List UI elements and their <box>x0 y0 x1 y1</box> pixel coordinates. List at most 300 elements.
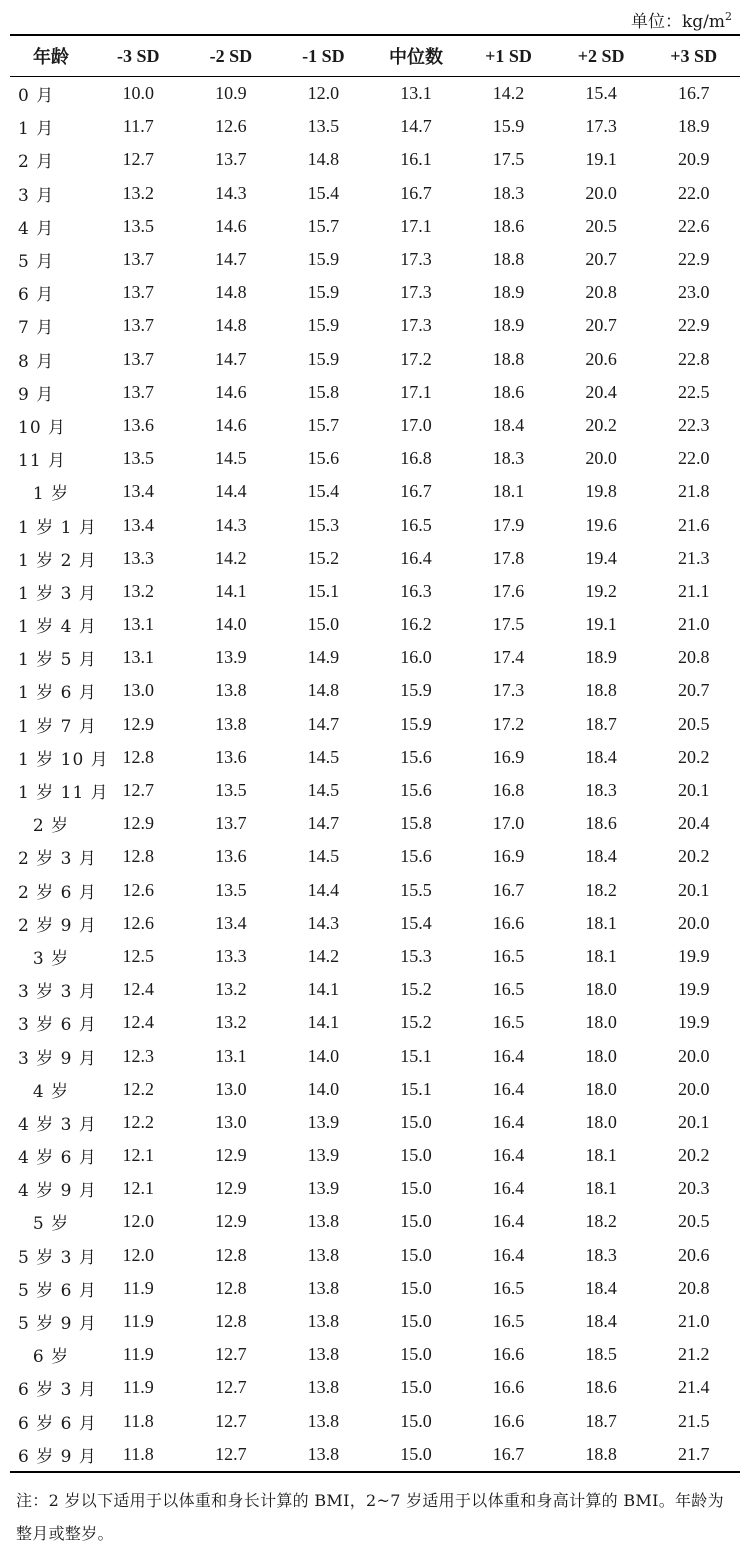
cell-plus-3sd: 21.2 <box>677 1344 710 1365</box>
cell-median: 16.7 <box>400 182 432 203</box>
cell-age: 6 岁 6 月 <box>18 1413 97 1434</box>
table-row <box>10 575 740 608</box>
cell-minus-3sd: 12.0 <box>122 1211 155 1232</box>
cell-plus-2sd: 18.0 <box>585 1012 617 1033</box>
cell-minus-2sd: 14.7 <box>215 249 247 270</box>
cell-plus-2sd: 20.0 <box>585 448 617 469</box>
cell-age: 3 岁 6 月 <box>18 1015 97 1036</box>
cell-age: 1 岁 3 月 <box>18 583 97 604</box>
table-body <box>10 77 740 1472</box>
cell-minus-1sd: 14.1 <box>307 979 340 1000</box>
cell-minus-2sd: 13.5 <box>215 780 247 801</box>
cell-minus-2sd: 13.6 <box>215 746 247 767</box>
table-row <box>10 907 740 940</box>
cell-minus-2sd: 13.0 <box>215 1078 247 1099</box>
cell-plus-2sd: 20.8 <box>585 282 617 303</box>
cell-plus-1sd: 16.5 <box>492 979 525 1000</box>
cell-plus-1sd: 16.6 <box>492 1377 525 1398</box>
cell-minus-3sd: 12.5 <box>122 945 155 966</box>
cell-median: 15.6 <box>400 846 432 867</box>
cell-plus-1sd: 18.6 <box>492 215 525 236</box>
cell-plus-2sd: 18.2 <box>585 879 617 900</box>
cell-plus-2sd: 19.1 <box>585 149 617 170</box>
table-row <box>10 442 740 475</box>
cell-median: 16.8 <box>400 448 432 469</box>
cell-plus-2sd: 19.4 <box>585 547 617 568</box>
cell-median: 15.6 <box>400 780 432 801</box>
cell-plus-3sd: 20.0 <box>677 912 710 933</box>
table-row <box>10 110 740 143</box>
cell-plus-3sd: 20.3 <box>677 1178 710 1199</box>
cell-age: 5 岁 6 月 <box>18 1280 97 1301</box>
cell-minus-1sd: 14.0 <box>307 1078 340 1099</box>
cell-minus-3sd: 12.1 <box>122 1178 155 1199</box>
cell-plus-2sd: 17.3 <box>585 116 617 137</box>
cell-minus-3sd: 12.2 <box>122 1111 155 1132</box>
cell-plus-2sd: 20.2 <box>585 414 617 435</box>
table-row <box>10 608 740 641</box>
cell-plus-2sd: 20.0 <box>585 182 617 203</box>
table-row <box>10 1006 740 1039</box>
cell-minus-3sd: 13.4 <box>122 514 155 535</box>
cell-plus-3sd: 20.5 <box>677 713 710 734</box>
cell-age: 9 月 <box>18 384 55 405</box>
cell-plus-1sd: 18.9 <box>492 282 525 303</box>
cell-minus-3sd: 13.5 <box>122 215 155 236</box>
cell-age: 4 岁 3 月 <box>18 1114 97 1135</box>
cell-age: 1 岁 1 月 <box>18 517 97 538</box>
cell-minus-3sd: 13.6 <box>122 414 155 435</box>
cell-minus-2sd: 12.7 <box>185 1438 278 1472</box>
cell-plus-3sd: 23.0 <box>677 282 710 303</box>
cell-plus-1sd: 16.4 <box>492 1045 525 1066</box>
cell-median: 15.2 <box>400 1012 432 1033</box>
cell-plus-3sd: 21.4 <box>677 1377 710 1398</box>
cell-median: 14.7 <box>400 116 432 137</box>
cell-median: 17.3 <box>400 315 432 336</box>
cell-minus-2sd: 12.9 <box>215 1211 247 1232</box>
cell-minus-2sd: 14.7 <box>215 348 247 369</box>
cell-minus-1sd: 15.4 <box>307 481 340 502</box>
cell-plus-2sd: 18.0 <box>585 1045 617 1066</box>
table-row <box>10 840 740 873</box>
cell-plus-2sd: 18.8 <box>555 1438 648 1472</box>
cell-plus-3sd: 21.3 <box>677 547 710 568</box>
footnote: 注：2 岁以下适用于以体重和身长计算的 BMI，2~7 岁适用于以体重和身高计算的 BMI。年龄为整月或整岁。 <box>16 1491 724 1543</box>
cell-minus-2sd: 14.4 <box>215 481 247 502</box>
cell-minus-1sd: 13.8 <box>307 1410 340 1431</box>
cell-plus-1sd: 18.8 <box>492 249 525 270</box>
cell-minus-3sd: 13.7 <box>122 381 155 402</box>
header-median: 中位数 <box>370 35 463 77</box>
cell-age: 3 岁 9 月 <box>18 1048 97 1069</box>
table-row <box>10 1405 740 1438</box>
cell-plus-3sd: 19.9 <box>677 979 710 1000</box>
cell-plus-1sd: 18.3 <box>492 182 525 203</box>
cell-median: 17.2 <box>400 348 432 369</box>
unit-superscript: 2 <box>725 10 732 23</box>
table-row <box>10 940 740 973</box>
cell-plus-3sd: 21.5 <box>677 1410 710 1431</box>
cell-median: 15.8 <box>400 813 432 834</box>
cell-plus-2sd: 18.2 <box>585 1211 617 1232</box>
table-row <box>10 143 740 176</box>
cell-plus-1sd: 16.5 <box>492 1277 525 1298</box>
cell-median: 15.0 <box>400 1344 432 1365</box>
cell-minus-3sd: 13.2 <box>122 580 155 601</box>
cell-minus-2sd: 13.9 <box>215 647 247 668</box>
cell-plus-2sd: 18.6 <box>585 813 617 834</box>
cell-plus-3sd: 20.1 <box>677 1111 710 1132</box>
cell-minus-2sd: 12.7 <box>215 1344 247 1365</box>
table-row <box>10 641 740 674</box>
cell-median: 13.1 <box>400 83 432 104</box>
cell-plus-1sd: 17.3 <box>492 680 525 701</box>
cell-age: 2 月 <box>18 152 55 173</box>
cell-plus-3sd: 22.0 <box>677 182 710 203</box>
cell-plus-3sd: 20.0 <box>677 1078 710 1099</box>
cell-age: 1 岁 7 月 <box>18 716 97 737</box>
cell-plus-1sd: 15.9 <box>492 116 525 137</box>
cell-plus-2sd: 18.6 <box>585 1377 617 1398</box>
cell-plus-3sd: 22.8 <box>677 348 710 369</box>
cell-plus-1sd: 16.6 <box>492 1410 525 1431</box>
cell-plus-2sd: 18.5 <box>585 1344 617 1365</box>
cell-plus-1sd: 17.8 <box>492 547 525 568</box>
cell-minus-1sd: 13.5 <box>307 116 340 137</box>
cell-plus-2sd: 20.4 <box>585 381 617 402</box>
unit-text: 单位：kg/m <box>630 12 725 32</box>
cell-minus-3sd: 12.9 <box>122 813 155 834</box>
cell-plus-1sd: 17.9 <box>492 514 525 535</box>
cell-plus-3sd: 21.1 <box>677 580 710 601</box>
table-row <box>10 1239 740 1272</box>
cell-plus-3sd: 20.5 <box>677 1211 710 1232</box>
cell-age: 1 岁 10 月 <box>18 749 109 770</box>
cell-minus-3sd: 12.8 <box>122 846 155 867</box>
cell-minus-1sd: 15.8 <box>307 381 340 402</box>
cell-plus-1sd: 16.9 <box>492 846 525 867</box>
cell-minus-2sd: 12.8 <box>215 1277 247 1298</box>
cell-age: 5 月 <box>18 252 55 273</box>
cell-plus-1sd: 16.5 <box>492 1311 525 1332</box>
cell-minus-3sd: 13.4 <box>122 481 155 502</box>
cell-plus-1sd: 16.4 <box>492 1178 525 1199</box>
cell-minus-3sd: 13.7 <box>122 315 155 336</box>
cell-minus-3sd: 11.8 <box>122 1410 154 1431</box>
cell-minus-2sd: 13.8 <box>215 680 247 701</box>
cell-minus-1sd: 14.3 <box>307 912 340 933</box>
cell-plus-1sd: 14.2 <box>492 83 525 104</box>
table-row <box>10 210 740 243</box>
table-row <box>10 77 740 111</box>
cell-minus-3sd: 12.4 <box>122 1012 155 1033</box>
table-row <box>10 1272 740 1305</box>
cell-minus-1sd: 14.2 <box>307 945 340 966</box>
cell-plus-2sd: 19.1 <box>585 614 617 635</box>
cell-plus-1sd: 17.6 <box>492 580 525 601</box>
cell-minus-1sd: 12.0 <box>307 83 340 104</box>
cell-minus-1sd: 13.8 <box>307 1311 340 1332</box>
cell-minus-2sd: 13.7 <box>215 149 247 170</box>
cell-median: 17.0 <box>400 414 432 435</box>
cell-minus-3sd: 11.9 <box>122 1311 154 1332</box>
cell-plus-2sd: 18.0 <box>585 979 617 1000</box>
cell-minus-2sd: 14.3 <box>215 514 247 535</box>
header-plus-1sd: +1 SD <box>462 35 555 77</box>
cell-minus-3sd: 12.9 <box>122 713 155 734</box>
cell-minus-2sd: 14.3 <box>215 182 247 203</box>
cell-age: 6 岁 9 月 <box>10 1438 92 1472</box>
cell-minus-2sd: 14.0 <box>215 614 247 635</box>
cell-minus-1sd: 15.9 <box>307 249 340 270</box>
cell-median: 15.0 <box>400 1145 432 1166</box>
cell-median: 17.3 <box>400 249 432 270</box>
cell-plus-3sd: 16.7 <box>677 83 710 104</box>
cell-plus-2sd: 18.1 <box>585 1145 617 1166</box>
cell-minus-1sd: 15.9 <box>307 348 340 369</box>
cell-plus-1sd: 17.5 <box>492 614 525 635</box>
cell-minus-1sd: 14.9 <box>307 647 340 668</box>
cell-plus-3sd: 20.0 <box>677 1045 710 1066</box>
table-row <box>10 1338 740 1371</box>
cell-minus-1sd: 14.5 <box>307 846 340 867</box>
cell-minus-2sd: 14.6 <box>215 381 247 402</box>
cell-age: 0 月 <box>18 86 55 107</box>
cell-plus-2sd: 18.4 <box>585 746 617 767</box>
cell-median: 16.3 <box>400 580 432 601</box>
cell-minus-3sd: 13.1 <box>122 647 155 668</box>
cell-plus-3sd: 20.6 <box>677 1244 710 1265</box>
cell-minus-2sd: 12.7 <box>215 1377 247 1398</box>
cell-minus-2sd: 13.5 <box>215 879 247 900</box>
cell-minus-2sd: 14.8 <box>215 315 247 336</box>
header-plus-2sd: +2 SD <box>555 35 648 77</box>
cell-minus-2sd: 12.6 <box>215 116 247 137</box>
cell-age: 1 岁 4 月 <box>18 617 97 638</box>
cell-age: 1 岁 2 月 <box>18 550 97 571</box>
cell-age: 6 岁 <box>32 1347 70 1368</box>
cell-minus-2sd: 12.8 <box>215 1244 247 1265</box>
table-row <box>10 243 740 276</box>
cell-minus-3sd: 11.9 <box>122 1344 154 1365</box>
cell-plus-3sd: 21.6 <box>677 514 710 535</box>
cell-median: 15.0 <box>400 1178 432 1199</box>
cell-age: 11 月 <box>18 451 67 472</box>
cell-plus-1sd: 16.4 <box>492 1145 525 1166</box>
cell-median: 15.9 <box>400 680 432 701</box>
cell-plus-3sd: 22.3 <box>677 414 710 435</box>
cell-minus-2sd: 13.0 <box>215 1111 247 1132</box>
cell-minus-1sd: 13.9 <box>307 1145 340 1166</box>
cell-plus-3sd: 20.2 <box>677 746 710 767</box>
cell-minus-1sd: 13.8 <box>307 1211 340 1232</box>
cell-age: 2 岁 3 月 <box>18 849 97 870</box>
cell-minus-3sd: 11.9 <box>122 1277 154 1298</box>
cell-plus-3sd: 22.6 <box>677 215 710 236</box>
cell-plus-1sd: 18.1 <box>492 481 525 502</box>
cell-plus-2sd: 20.6 <box>585 348 617 369</box>
cell-median: 15.0 <box>400 1111 432 1132</box>
cell-age: 5 岁 3 月 <box>18 1247 97 1268</box>
cell-plus-3sd: 18.9 <box>677 116 710 137</box>
cell-minus-1sd: 15.7 <box>307 215 340 236</box>
cell-minus-2sd: 14.6 <box>215 215 247 236</box>
cell-minus-1sd: 14.5 <box>307 746 340 767</box>
cell-plus-1sd: 17.5 <box>492 149 525 170</box>
cell-minus-3sd: 13.7 <box>122 348 155 369</box>
cell-median: 15.0 <box>370 1438 463 1472</box>
cell-median: 17.3 <box>400 282 432 303</box>
cell-minus-3sd: 13.0 <box>122 680 155 701</box>
cell-plus-1sd: 16.4 <box>492 1211 525 1232</box>
cell-plus-3sd: 19.9 <box>677 945 710 966</box>
cell-median: 16.0 <box>400 647 432 668</box>
cell-plus-2sd: 15.4 <box>585 83 617 104</box>
cell-plus-2sd: 18.9 <box>585 647 617 668</box>
cell-age: 2 岁 6 月 <box>18 882 97 903</box>
cell-minus-3sd: 12.6 <box>122 912 155 933</box>
cell-minus-3sd: 11.8 <box>92 1438 185 1472</box>
cell-plus-1sd: 16.6 <box>492 1344 525 1365</box>
cell-minus-3sd: 12.0 <box>122 1244 155 1265</box>
cell-minus-2sd: 13.2 <box>215 979 247 1000</box>
cell-age: 3 岁 3 月 <box>18 982 97 1003</box>
cell-minus-2sd: 14.6 <box>215 414 247 435</box>
cell-median: 15.0 <box>400 1211 432 1232</box>
cell-minus-3sd: 13.2 <box>122 182 155 203</box>
cell-plus-2sd: 20.7 <box>585 249 617 270</box>
cell-minus-2sd: 14.8 <box>215 282 247 303</box>
header-minus-2sd: -2 SD <box>185 35 278 77</box>
cell-plus-1sd: 18.9 <box>492 315 525 336</box>
cell-age: 5 岁 <box>32 1214 70 1235</box>
cell-age: 3 月 <box>18 185 55 206</box>
cell-plus-1sd: 17.2 <box>492 713 525 734</box>
cell-plus-1sd: 16.6 <box>492 912 525 933</box>
cell-age: 6 岁 3 月 <box>18 1380 97 1401</box>
cell-median: 15.0 <box>400 1244 432 1265</box>
cell-minus-1sd: 13.8 <box>307 1244 340 1265</box>
table-row <box>10 674 740 707</box>
cell-plus-1sd: 16.5 <box>492 945 525 966</box>
cell-plus-2sd: 20.7 <box>585 315 617 336</box>
cell-plus-1sd: 17.0 <box>492 813 525 834</box>
cell-median: 15.0 <box>400 1311 432 1332</box>
cell-plus-1sd: 16.4 <box>492 1111 525 1132</box>
cell-plus-1sd: 16.4 <box>492 1244 525 1265</box>
cell-plus-2sd: 18.1 <box>585 1178 617 1199</box>
cell-minus-1sd: 13.9 <box>307 1178 340 1199</box>
cell-plus-2sd: 18.8 <box>585 680 617 701</box>
table-row <box>10 874 740 907</box>
cell-minus-3sd: 13.7 <box>122 249 155 270</box>
cell-minus-3sd: 12.8 <box>122 746 155 767</box>
cell-plus-3sd: 19.9 <box>677 1012 710 1033</box>
cell-plus-2sd: 18.7 <box>585 713 617 734</box>
cell-plus-2sd: 19.8 <box>585 481 617 502</box>
cell-plus-3sd: 20.2 <box>677 846 710 867</box>
cell-plus-1sd: 16.9 <box>492 746 525 767</box>
cell-minus-2sd: 12.9 <box>215 1145 247 1166</box>
cell-minus-1sd: 14.7 <box>307 713 340 734</box>
cell-minus-2sd: 10.9 <box>215 83 247 104</box>
cell-minus-1sd: 13.9 <box>307 1111 340 1132</box>
cell-minus-2sd: 13.2 <box>215 1012 247 1033</box>
cell-median: 15.3 <box>400 945 432 966</box>
cell-median: 15.9 <box>400 713 432 734</box>
cell-minus-2sd: 13.4 <box>215 912 247 933</box>
table-row <box>10 1139 740 1172</box>
cell-median: 15.1 <box>400 1045 432 1066</box>
cell-minus-1sd: 13.8 <box>277 1438 370 1472</box>
cell-minus-1sd: 14.1 <box>307 1012 340 1033</box>
table-row <box>10 774 740 807</box>
table-row <box>10 1438 740 1472</box>
header-minus-1sd: -1 SD <box>277 35 370 77</box>
cell-plus-3sd: 22.5 <box>677 381 710 402</box>
cell-plus-2sd: 20.5 <box>585 215 617 236</box>
cell-plus-1sd: 18.3 <box>492 448 525 469</box>
cell-plus-1sd: 16.8 <box>492 780 525 801</box>
cell-plus-2sd: 18.3 <box>585 1244 617 1265</box>
cell-minus-3sd: 11.9 <box>122 1377 154 1398</box>
cell-median: 15.0 <box>400 1410 432 1431</box>
cell-age: 6 月 <box>18 285 55 306</box>
cell-minus-1sd: 15.3 <box>307 514 340 535</box>
table-row <box>10 376 740 409</box>
cell-plus-3sd: 20.1 <box>677 780 710 801</box>
unit-label <box>631 4 732 35</box>
table-row <box>10 741 740 774</box>
table-row <box>10 542 740 575</box>
cell-minus-3sd: 13.3 <box>122 547 155 568</box>
cell-median: 15.0 <box>400 1377 432 1398</box>
header-age: 年龄 <box>10 35 92 77</box>
cell-plus-3sd: 22.0 <box>677 448 710 469</box>
cell-minus-2sd: 14.5 <box>215 448 247 469</box>
cell-minus-3sd: 12.1 <box>122 1145 155 1166</box>
cell-age: 4 月 <box>18 218 55 239</box>
cell-age: 4 岁 6 月 <box>18 1148 97 1169</box>
cell-median: 17.1 <box>400 215 432 236</box>
cell-plus-2sd: 18.0 <box>585 1111 617 1132</box>
table-row <box>10 1073 740 1106</box>
cell-plus-2sd: 18.4 <box>585 846 617 867</box>
cell-plus-2sd: 18.7 <box>585 1410 617 1431</box>
cell-minus-2sd: 13.6 <box>215 846 247 867</box>
cell-plus-2sd: 18.4 <box>585 1277 617 1298</box>
cell-plus-2sd: 18.1 <box>585 912 617 933</box>
table-row <box>10 508 740 541</box>
cell-plus-3sd: 21.7 <box>647 1438 740 1472</box>
cell-age: 1 岁 6 月 <box>18 683 97 704</box>
cell-minus-3sd: 12.2 <box>122 1078 155 1099</box>
cell-minus-3sd: 12.6 <box>122 879 155 900</box>
table-row <box>10 475 740 508</box>
cell-age: 1 岁 <box>32 484 70 505</box>
cell-plus-3sd: 22.9 <box>677 249 710 270</box>
cell-minus-3sd: 13.1 <box>122 614 155 635</box>
table-row <box>10 807 740 840</box>
cell-minus-1sd: 13.8 <box>307 1344 340 1365</box>
cell-plus-1sd: 18.8 <box>492 348 525 369</box>
cell-minus-2sd: 13.3 <box>215 945 247 966</box>
table-row <box>10 1172 740 1205</box>
cell-minus-1sd: 14.0 <box>307 1045 340 1066</box>
cell-plus-1sd: 18.4 <box>492 414 525 435</box>
cell-plus-2sd: 18.1 <box>585 945 617 966</box>
